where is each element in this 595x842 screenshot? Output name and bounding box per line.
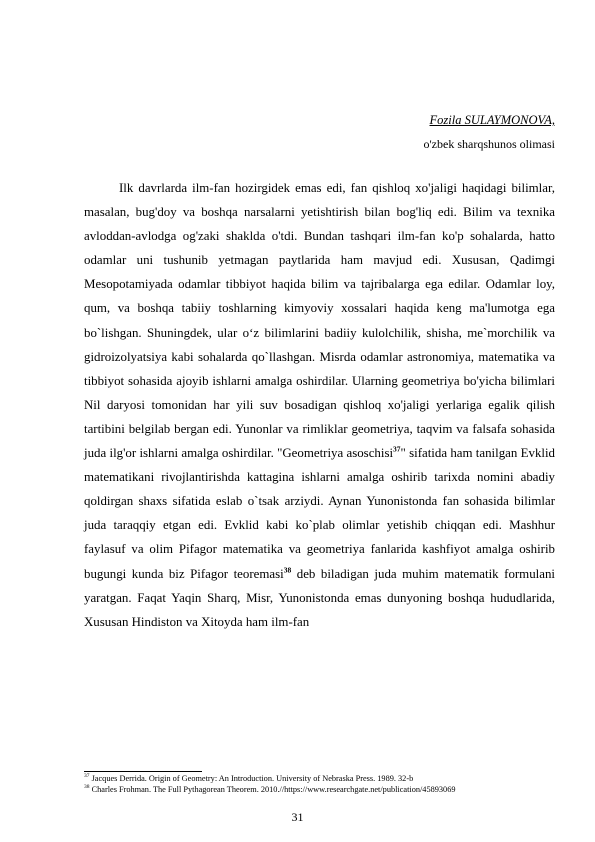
author-affiliation: o'zbek sharqshunos olimasi: [423, 137, 555, 151]
author-name: Fozila SULAYMONOVA,: [429, 113, 555, 127]
footnote-text: Jacques Derrida. Origin of Geometry: An Introduction. University of Nebraska Press. 1989. 32-b: [89, 774, 414, 783]
paragraph-part-2: " sifatida ham tanilgan Evklid matematikani rivojlantirishda kattagina ishlarni amalga oshirib tarixda nomini abadiy qoldirgan shaxs sifatida eslab o`tsak arziydi. Aynan Yunonistonda fan sohasida bilimlar juda taraqqiy etgan edi. Evklid kabi ko`plab olimlar yetishib chiqqan edi. Mashhur faylasuf va olim Pifagor matematika va geometriya fanlarida kashfiyot amalga oshirib bugungi kunda biz Pifagor teoremasi: [84, 446, 555, 581]
main-paragraph: [84, 176, 555, 634]
footnote-ref-37[interactable]: 37: [393, 444, 401, 454]
footnote-number: 38: [84, 784, 90, 791]
paragraph-part-3: deb biladigan juda muhim matematik formulani yaratgan. Faqat Yaqin Sharq, Misr, Yunonistonda emas dunyoning boshqa hududlarida, Xususan Hindiston va Xitoyda ham ilm-fan: [84, 566, 555, 629]
footnote-text: Charles Frohman. The Full Pythagorean Theorem. 2010.//https://www.researchgate.net/publication/45893069: [89, 785, 456, 794]
footnote-separator: [84, 771, 202, 772]
footnotes: [84, 773, 564, 795]
page-number: 31: [291, 810, 304, 824]
footnote-item: [84, 784, 564, 795]
footnote-ref-38[interactable]: 38: [283, 565, 292, 575]
footnote-item: [84, 773, 564, 784]
paragraph-text: [84, 176, 555, 634]
footnote-number: 37: [84, 773, 90, 780]
paragraph-part-1: Ilk davrlarda ilm-fan hozirgidek emas edi, fan qishloq xo'jaligi haqidagi bilimlar, masalan, bug'doy va boshqa narsalarni yetishtirish bilan bog'liq edi. Bilim va texnika avloddan-avlodga og'zaki shaklda o'tdi. Bundan tashqari ilm-fan ko'p sohalarda, hatto odamlar uni tushunib yetmagan paytlarida ham mavjud edi. Xususan, Qadimgi Mesopotamiyada odamlar tibbiyot haqida bilim va tajribalarga ega edilar. Odamlar loy, qum, va boshqa tabiiy toshlarning kimyoviy xossalari haqida keng ma'lumotga ega bo`lishgan. Shuningdek, ular o‘z bilimlarini badiiy kulolchilik, shisha, me`morchilik va gidroizolyatsiya kabi sohalarda qo`llashgan. Misrda odamlar astronomiya, matematika va tibbiyot sohasida ajoyib ishlarni amalga oshirdilar. Ularning geometriya bo'yicha bilimlari Nil daryosi tomonidan har yili suv bosadigan qishloq xo'jaligi yerlariga egalik qilish tartibini belgilab bergan edi. Yunonlar va rimliklar geometriya, taqvim va falsafa sohasida juda ilg'or ishlarni amalga oshirdilar. "Geometriya asoschisi: [84, 181, 555, 461]
